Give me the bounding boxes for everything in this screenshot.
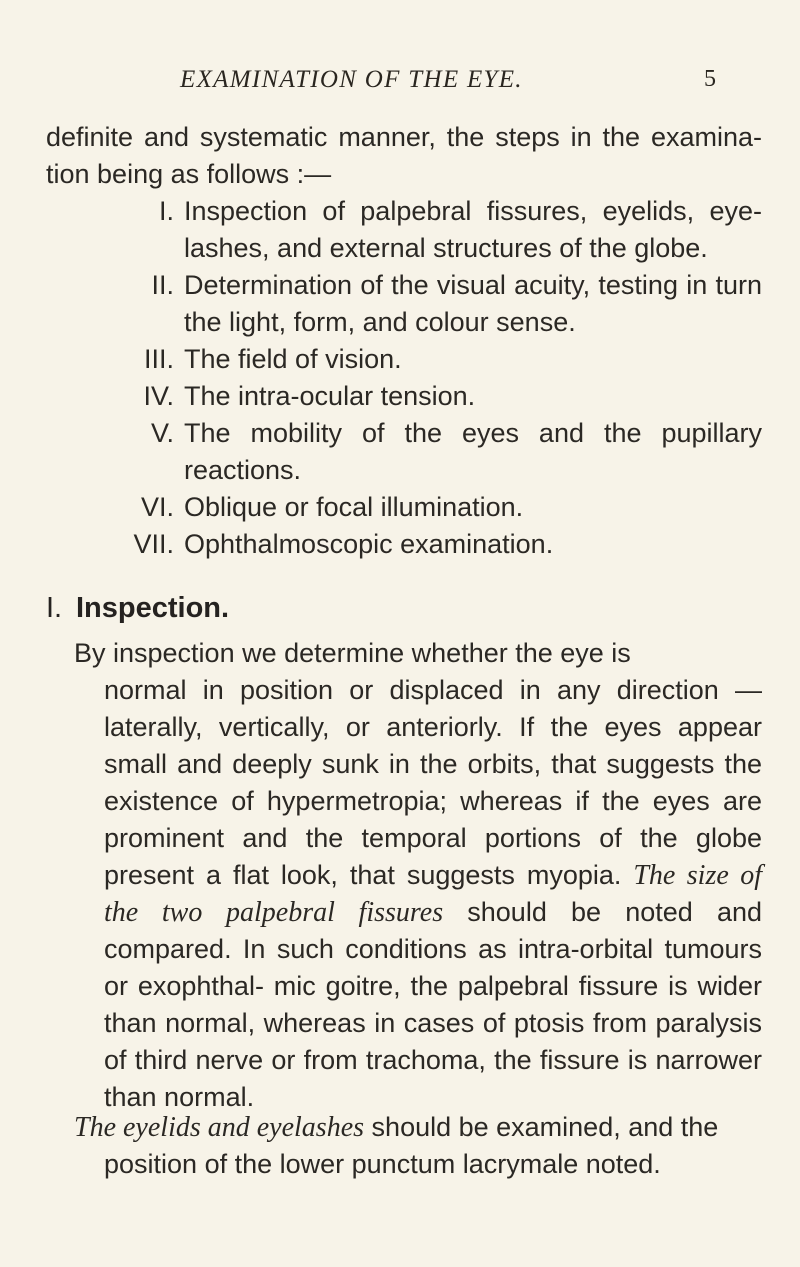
paragraph-first-line: By inspection we determine whether the eye is [74,638,631,668]
eyelids-paragraph [0,1109,800,1183]
step-number: VI. [140,492,174,522]
section-number: I. [46,592,63,624]
step-text: Oblique or focal illumination. [184,492,524,522]
list-item [0,489,800,526]
step-number: IV. [143,381,174,411]
paragraph-text: should be noted and compared. In such conditions as intra-orbital tumours or exophthal- mic goitre, the palpebral fissure is wider than normal, whereas in cases of ptosis from paralysis of third nerve or from trachoma, the fissure is narrower than normal. [104,897,762,1112]
step-number: I. [158,196,174,226]
running-head: EXAMINATION OF THE EYE. [180,66,523,93]
step-text: The field of vision. [184,344,402,374]
italic-phrase: The size of the two palpebral fissures [104,860,762,928]
step-text: Inspection of palpebral fissures, eyelids, eye- lashes, and external structures of the globe. [184,196,762,263]
paragraph-body: position of the lower punctum lacrymale noted. [104,1149,661,1179]
page-header [0,66,800,106]
section-heading [46,592,229,625]
list-item [0,415,800,489]
list-item [0,526,800,563]
step-text: Determination of the visual acuity, testing in turn the light, form, and colour sense. [184,270,762,337]
intro-paragraph: definite and systematic manner, the steps in the examina- tion being as follows :— [46,122,762,189]
step-number: III. [143,344,174,374]
italic-phrase: The eyelids and eyelashes [74,1112,365,1143]
step-text: The intra-ocular tension. [184,381,476,411]
list-item [0,267,800,341]
list-item [0,341,800,378]
step-text: The mobility of the eyes and the pupillary reactions. [184,418,762,485]
paragraph-text: normal in position or displaced in any direction —laterally, vertically, or anteriorly. If the eyes appear small and deeply sunk in the orbits, that suggests the existence of hypermetropia; whereas if the eyes are prominent and the temporal portions of the globe present a flat look, that suggests myopia. [104,675,762,890]
step-text: Ophthalmoscopic examination. [184,529,554,559]
step-number: VII. [133,529,174,559]
list-item [0,378,800,415]
step-number: V. [150,418,174,448]
paragraph-first-line [74,1109,762,1146]
section-title: Inspection. [76,592,230,624]
examination-steps-list [0,193,800,563]
page-number: 5 [704,66,716,92]
inspection-paragraph [0,635,800,1116]
paragraph-body [104,672,762,1116]
list-item [0,193,800,267]
step-number: II. [151,270,174,300]
paragraph-text: should be examined, and the [371,1112,719,1142]
